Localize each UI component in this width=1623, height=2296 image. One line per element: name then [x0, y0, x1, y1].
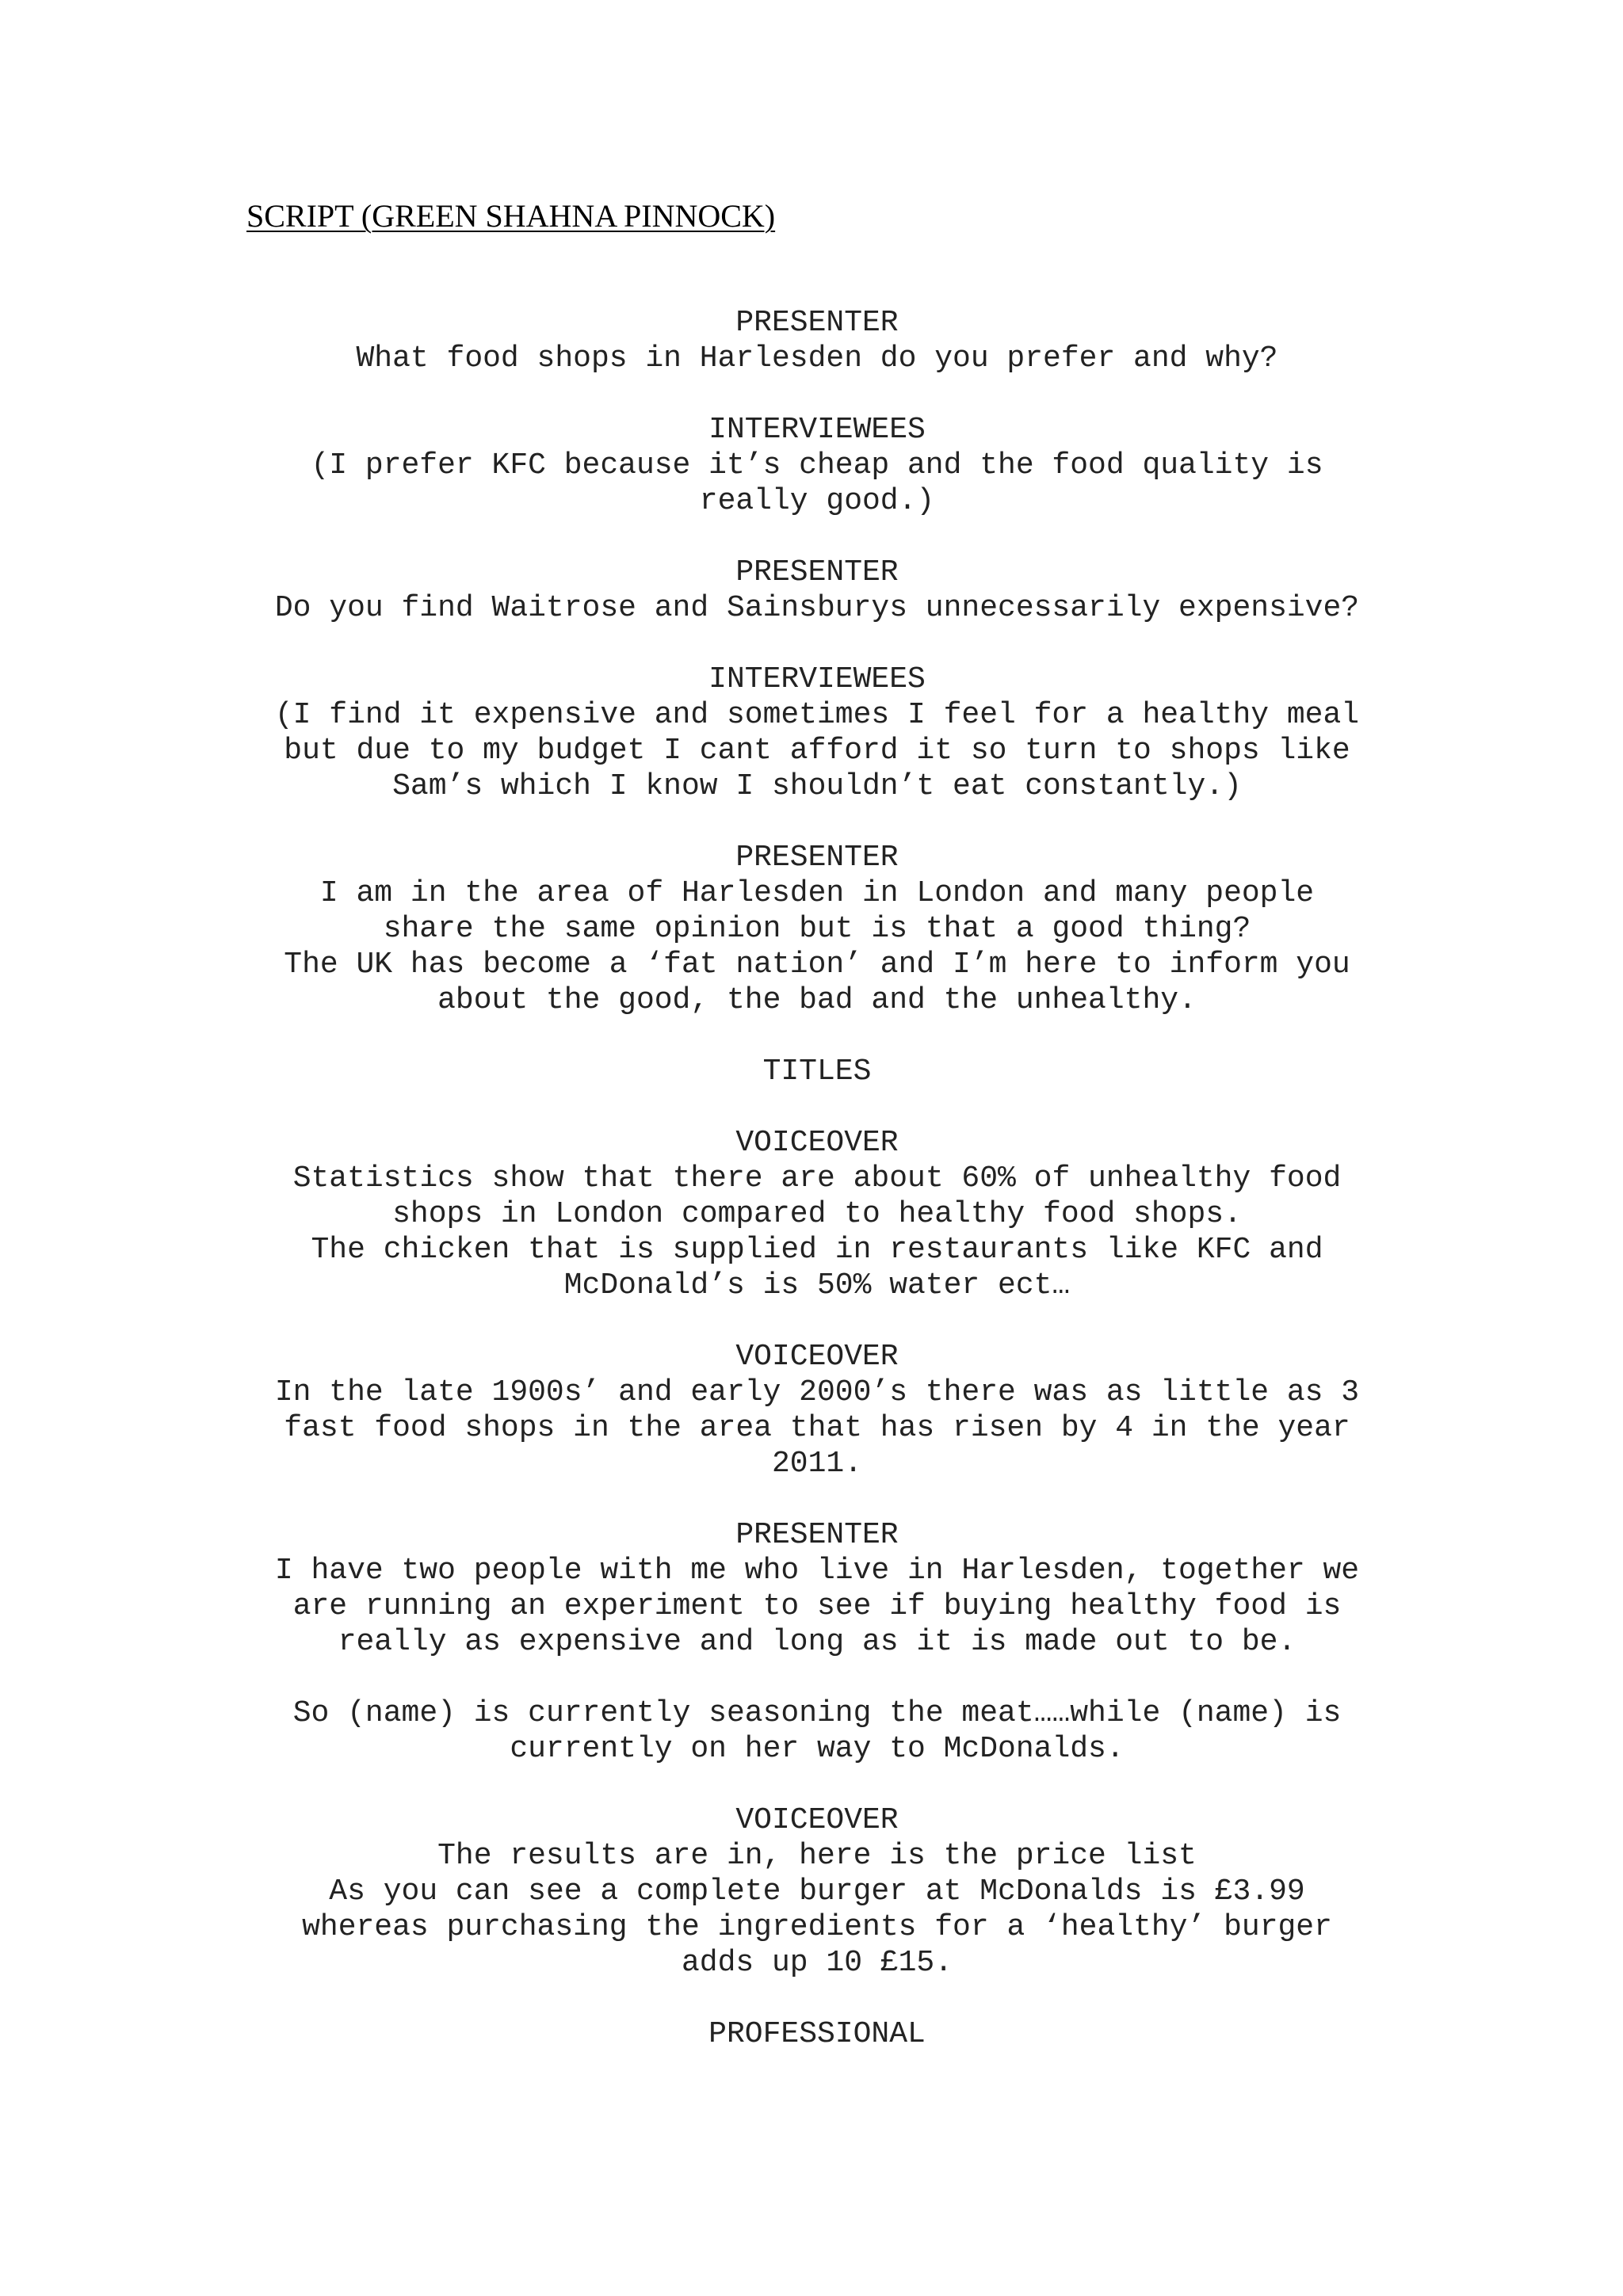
dialogue-line: Statistics show that there are about 60% of unhealthy food	[292, 1161, 1342, 1196]
dialogue-line: about the good, the bad and the unhealthy.	[437, 983, 1197, 1017]
titles-cue: TITLES	[762, 1055, 872, 1089]
script-body	[246, 305, 1388, 2088]
dialogue-line: Sam’s which I know I shouldn’t eat constantly.)	[392, 769, 1242, 803]
dialogue-line: 2011.	[771, 1447, 863, 1481]
dialogue-line: really good.)	[699, 484, 935, 518]
dialogue-line: The UK has become a ‘fat nation’ and I’m here to inform you	[284, 948, 1350, 982]
dialogue-line: fast food shops in the area that has risen by 4 in the year	[284, 1411, 1350, 1445]
speaker-label: PRESENTER	[735, 841, 899, 875]
speaker-label: PROFESSIONAL	[708, 2017, 926, 2051]
dialogue-line: are running an experiment to see if buying healthy food is	[292, 1589, 1342, 1623]
dialogue-line: Do you find Waitrose and Sainsburys unnecessarily expensive?	[274, 591, 1360, 625]
speaker-label: PRESENTER	[735, 555, 899, 589]
speaker-label: VOICEOVER	[735, 1126, 899, 1160]
dialogue-line: shops in London compared to healthy food shops.	[392, 1197, 1242, 1231]
dialogue-line: I have two people with me who live in Harlesden, together we	[274, 1554, 1360, 1588]
script-block	[246, 1125, 1388, 1303]
dialogue-line: currently on her way to McDonalds.	[510, 1732, 1125, 1766]
dialogue-line: share the same opinion but is that a good thing?	[383, 912, 1251, 946]
speaker-label: PRESENTER	[735, 306, 899, 340]
script-title: SCRIPT (GREEN SHAHNA PINNOCK)	[246, 198, 776, 234]
dialogue-line: The results are in, here is the price list	[437, 1839, 1197, 1873]
speaker-label: VOICEOVER	[735, 1803, 899, 1837]
script-block	[246, 1802, 1388, 1981]
script-block	[246, 840, 1388, 1018]
speaker-label: INTERVIEWEES	[708, 662, 926, 696]
dialogue-line: In the late 1900s’ and early 2000’s there was as little as 3	[274, 1375, 1360, 1409]
script-block	[246, 1517, 1388, 1660]
dialogue-line: The chicken that is supplied in restaurants like KFC and	[311, 1233, 1323, 1267]
dialogue-line: What food shops in Harlesden do you prefer and why?	[356, 341, 1278, 376]
dialogue-line: I am in the area of Harlesden in London and many people	[319, 876, 1315, 910]
dialogue-line: (I prefer KFC because it’s cheap and the food quality is	[311, 448, 1323, 482]
speaker-label: PRESENTER	[735, 1518, 899, 1552]
dialogue-line: but due to my budget I cant afford it so turn to shops like	[284, 734, 1350, 768]
speaker-label: VOICEOVER	[735, 1340, 899, 1374]
script-block	[246, 662, 1388, 804]
script-block	[246, 2016, 1388, 2052]
script-block	[246, 305, 1388, 376]
script-block	[246, 1695, 1388, 1767]
dialogue-line: As you can see a complete burger at McDonalds is £3.99	[329, 1875, 1305, 1909]
script-block	[246, 412, 1388, 519]
dialogue-line: whereas purchasing the ingredients for a ‘healthy’ burger	[302, 1910, 1332, 1944]
dialogue-line: McDonald’s is 50% water ect…	[563, 1268, 1071, 1302]
dialogue-line: really as expensive and long as it is made out to be.	[338, 1625, 1296, 1659]
speaker-label: INTERVIEWEES	[708, 413, 926, 447]
dialogue-line: (I find it expensive and sometimes I feel for a healthy meal	[274, 698, 1360, 732]
script-block	[246, 555, 1388, 626]
dialogue-line: So (name) is currently seasoning the meat……while (name) is	[292, 1696, 1342, 1730]
script-block	[246, 1339, 1388, 1482]
script-block	[246, 1054, 1388, 1089]
dialogue-line: adds up 10 £15.	[681, 1946, 953, 1980]
